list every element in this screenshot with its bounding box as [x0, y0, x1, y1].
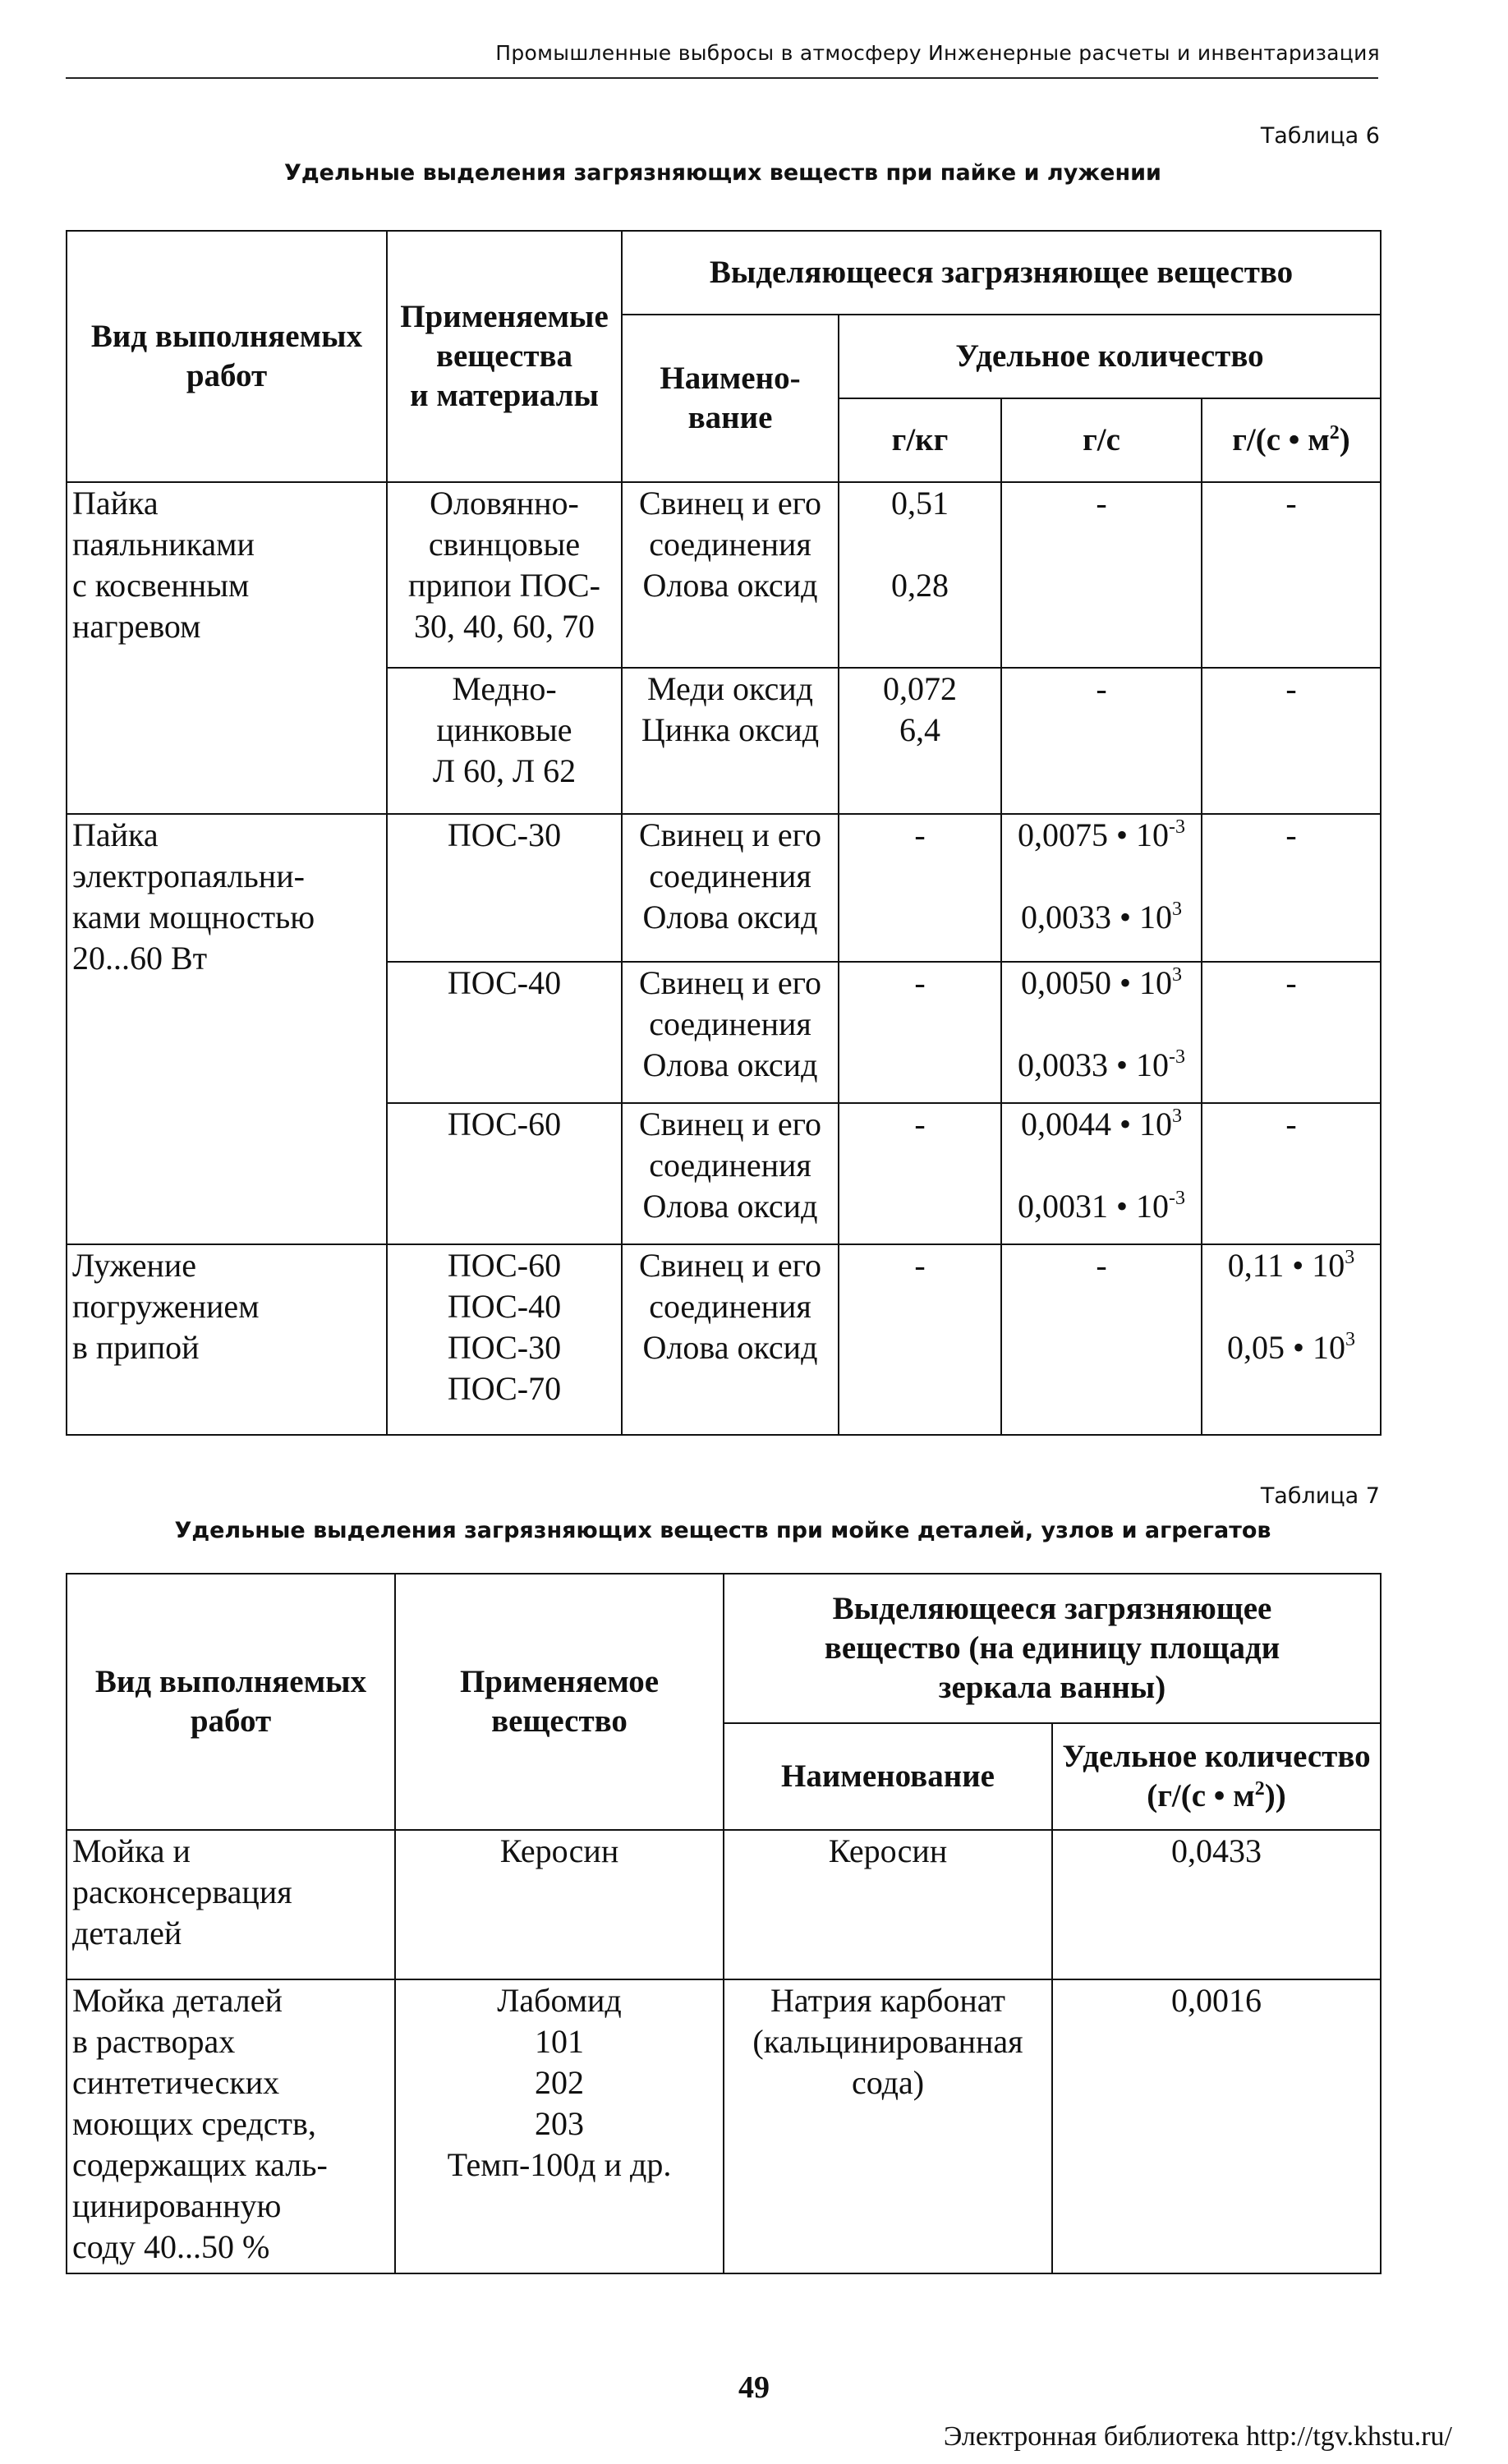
t7-header-work: Вид выполняемых работ	[67, 1574, 395, 1830]
t6-name-cell: Свинец и его соединения Олова оксид	[622, 1244, 839, 1435]
t7-header-emitted: Выделяющееся загрязняющее вещество (на единицу площади зеркала ванны)	[724, 1574, 1381, 1723]
t6-gsm-cell: -	[1202, 668, 1381, 814]
t7-substance-cell: Керосин	[395, 1830, 724, 1979]
page-number: 49	[738, 2370, 770, 2405]
t6-gsm-cell: -	[1202, 1103, 1381, 1244]
t6-header-name: Наимено- вание	[622, 315, 839, 482]
t6-header-unit-gsm: г/(с • $м^2$)	[1202, 398, 1381, 482]
t6-material-cell: ПОС-40	[387, 962, 622, 1103]
t6-row	[67, 482, 1381, 668]
t6-work-cell: Пайка паяльниками с косвенным нагревом	[67, 482, 387, 814]
t6-name-cell: Свинец и его соединения Олова оксид	[622, 962, 839, 1103]
t6-gsm-cell: -	[1202, 482, 1381, 668]
t6-name-cell: Свинец и его соединения Олова оксид	[622, 1103, 839, 1244]
t7-header-substance: Применяемое вещество	[395, 1574, 724, 1830]
t7-substance-cell: Лабомид 101 202 203 Темп-100д и др.	[395, 1979, 724, 2273]
t7-value-cell: 0,0016	[1052, 1979, 1381, 2273]
t6-header-unit-gs: г/с	[1001, 398, 1202, 482]
t7-work-cell: Мойка и расконсервация деталей	[67, 1830, 395, 1979]
t6-name-cell: Свинец и его соединения Олова оксид	[622, 482, 839, 668]
t7-row	[67, 1979, 1381, 2273]
t6-material-cell: Медно- цинковые Л 60, Л 62	[387, 668, 622, 814]
t7-name-cell: Натрия карбонат (кальцинированная сода)	[724, 1979, 1052, 2273]
table6-title: Удельные выделения загрязняющих веществ при пайке и лужении	[284, 160, 1161, 186]
t7-row	[67, 1830, 1381, 1979]
t6-header-unit-gkg: г/кг	[839, 398, 1001, 482]
t6-material-cell: ПОС-60	[387, 1103, 622, 1244]
t6-gkg-cell: 0,072 6,4	[839, 668, 1001, 814]
table7	[66, 1573, 1382, 2274]
t6-header-specific: Удельное количество	[839, 315, 1381, 398]
t6-work-cell: Лужение погружением в припой	[67, 1244, 387, 1435]
t7-header-specific: Удельное количество (г/(с • $м^2$))	[1052, 1723, 1381, 1830]
t6-gsm-cell: -	[1202, 962, 1381, 1103]
t6-material-cell: Оловянно- свинцовые припои ПОС- 30, 40, 60, 70	[387, 482, 622, 668]
running-head: Промышленные выбросы в атмосферу Инженерные расчеты и инвентаризация	[495, 41, 1380, 65]
t6-gkg-cell: 0,51 0,28	[839, 482, 1001, 668]
t6-header-materials: Применяемые вещества и материалы	[387, 231, 622, 482]
t6-gsm-cell: 0,11 • $10^3$ 0,05 • $10^3$	[1202, 1244, 1381, 1435]
t6-header-work: Вид выполняемых работ	[67, 231, 387, 482]
t6-gsm-cell: -	[1202, 814, 1381, 962]
t6-gs-cell: -	[1001, 668, 1202, 814]
t7-value-cell: 0,0433	[1052, 1830, 1381, 1979]
t6-gs-cell: 0,0075 • $10^{-3}$ 0,0033 • $10^3$	[1001, 814, 1202, 962]
t6-work-cell: Пайка электропаяльни- ками мощностью 20...60 Вт	[67, 814, 387, 1244]
t6-material-cell: ПОС-60 ПОС-40 ПОС-30 ПОС-70	[387, 1244, 622, 1435]
t6-gs-cell: -	[1001, 482, 1202, 668]
t6-name-cell: Меди оксид Цинка оксид	[622, 668, 839, 814]
t6-gkg-cell: -	[839, 1244, 1001, 1435]
t6-row	[67, 1244, 1381, 1435]
header-rule	[66, 77, 1378, 79]
t7-work-cell: Мойка деталей в растворах синтетических моющих средств, содержащих каль- цинированную соду 40...50 %	[67, 1979, 395, 2273]
t6-gs-cell: 0,0044 • $10^3$ 0,0031 • $10^{-3}$	[1001, 1103, 1202, 1244]
footer-source: Электронная библиотека http://tgv.khstu.ru/	[943, 2421, 1452, 2452]
table6	[66, 230, 1382, 1436]
table7-title: Удельные выделения загрязняющих веществ при мойке деталей, узлов и агрегатов	[174, 1518, 1271, 1543]
t7-name-cell: Керосин	[724, 1830, 1052, 1979]
t6-row	[67, 814, 1381, 962]
t6-gkg-cell: -	[839, 1103, 1001, 1244]
table7-label: Таблица 7	[1260, 1483, 1380, 1509]
t6-header-emitted: Выделяющееся загрязняющее вещество	[622, 231, 1381, 315]
t6-material-cell: ПОС-30	[387, 814, 622, 962]
t6-gkg-cell: -	[839, 962, 1001, 1103]
t6-gs-cell: 0,0050 • $10^3$ 0,0033 • $10^{-3}$	[1001, 962, 1202, 1103]
table6-label: Таблица 6	[1260, 123, 1380, 149]
t6-gkg-cell: -	[839, 814, 1001, 962]
t7-header-name: Наименование	[724, 1723, 1052, 1830]
t6-gs-cell: -	[1001, 1244, 1202, 1435]
t6-name-cell: Свинец и его соединения Олова оксид	[622, 814, 839, 962]
